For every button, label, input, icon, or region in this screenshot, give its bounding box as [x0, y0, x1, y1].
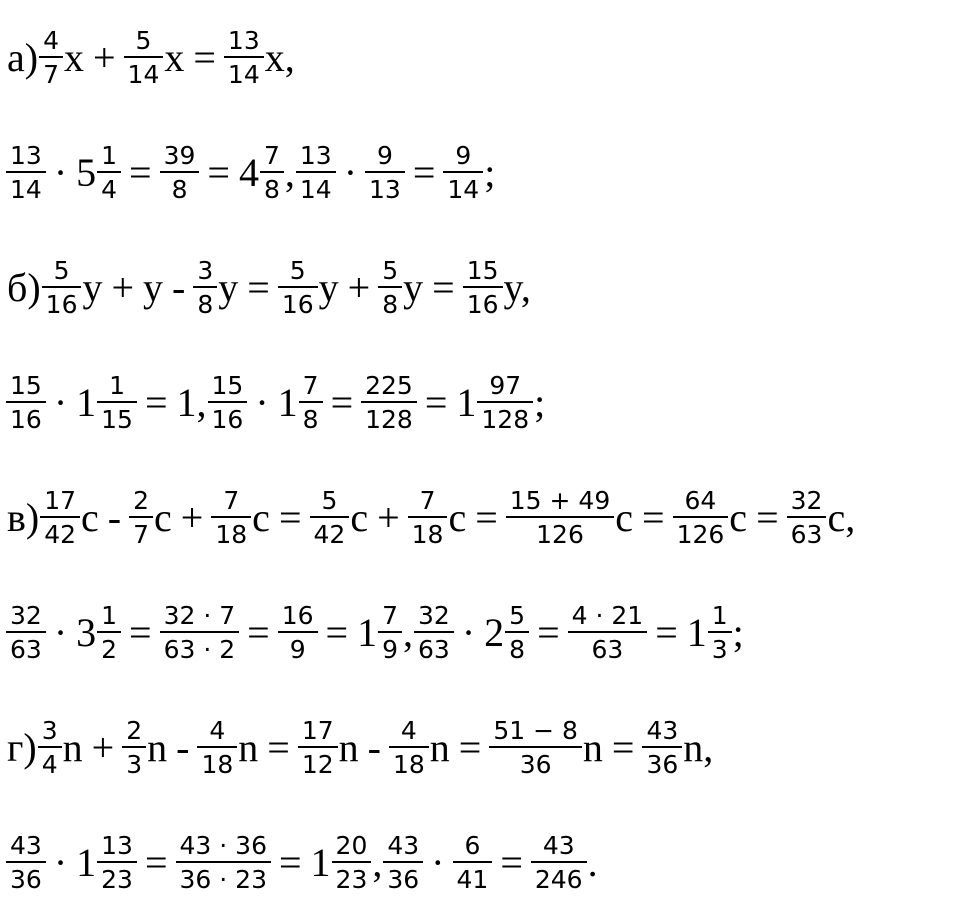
equation-line	[6, 240, 532, 335]
operator: -	[172, 265, 186, 310]
fraction-denominator: 16	[42, 286, 82, 317]
fraction	[385, 833, 421, 892]
fraction	[99, 373, 135, 432]
fraction	[8, 143, 44, 202]
math-text: n	[429, 725, 450, 770]
fraction-numerator: 15	[466, 256, 499, 285]
fraction-denominator: 18	[408, 516, 448, 547]
fraction-denominator: 14	[443, 171, 483, 202]
fraction-numerator: 3	[41, 716, 58, 745]
fraction-denominator: 63	[568, 631, 648, 662]
operator: ·	[53, 610, 68, 655]
fraction-numerator: 16	[281, 601, 314, 630]
fraction	[40, 718, 60, 777]
operator: =	[611, 725, 635, 770]
math-text: n	[147, 725, 168, 770]
fraction-numerator: 43	[387, 831, 420, 860]
fraction-numerator: 5	[135, 26, 152, 55]
fraction-denominator: 16	[6, 401, 46, 432]
fraction	[445, 143, 481, 202]
fraction-numerator: 1	[109, 371, 125, 400]
math-text: 2	[484, 610, 505, 655]
fraction	[455, 833, 491, 892]
equation-line	[6, 10, 296, 105]
fraction-numerator: 7	[419, 486, 436, 515]
fraction-numerator: 17	[301, 716, 334, 745]
math-text: в)	[7, 495, 40, 540]
fraction-numerator: 1	[711, 601, 728, 630]
operator: +	[111, 265, 135, 310]
fraction	[644, 718, 680, 777]
fraction	[675, 488, 727, 547]
fraction	[507, 603, 527, 662]
operator: ·	[53, 840, 68, 885]
fraction-denominator: 128	[477, 401, 533, 432]
fraction-denominator: 63	[6, 631, 46, 662]
math-text: c	[154, 495, 172, 540]
fraction	[298, 143, 334, 202]
fraction	[210, 373, 246, 432]
operator: ·	[343, 150, 358, 195]
equation-line	[6, 585, 745, 680]
math-text: 1	[357, 610, 378, 655]
operator: =	[655, 610, 678, 655]
fraction	[479, 373, 531, 432]
fraction-denominator: 4	[38, 746, 62, 777]
fraction-denominator: 36	[489, 746, 582, 777]
fraction-numerator: 43	[10, 831, 42, 860]
fraction	[416, 603, 452, 662]
fraction-denominator: 23	[332, 861, 372, 892]
operator: =	[247, 610, 270, 655]
fraction-denominator: 36	[383, 861, 423, 892]
fraction-numerator: 13	[101, 831, 133, 860]
operator: =	[475, 495, 498, 540]
operator: =	[537, 610, 560, 655]
fraction-numerator: 13	[10, 141, 42, 170]
fraction	[131, 488, 151, 547]
fraction	[710, 603, 730, 662]
fraction-denominator: 18	[197, 746, 237, 777]
fraction-denominator: 18	[211, 516, 251, 547]
math-text: n	[62, 725, 83, 770]
math-text: n,	[683, 725, 714, 770]
fraction	[213, 488, 249, 547]
math-text: y	[82, 265, 103, 310]
fraction-numerator: 64	[684, 486, 717, 515]
math-text: y	[318, 265, 339, 310]
fraction-numerator: 7	[302, 371, 319, 400]
fraction	[44, 258, 80, 317]
math-text: б)	[7, 265, 41, 310]
fraction-denominator: 4	[97, 171, 121, 202]
fraction-numerator: 32	[10, 601, 42, 630]
fraction	[334, 833, 370, 892]
fraction-numerator: 7	[263, 141, 280, 170]
equation-line	[6, 815, 599, 910]
fraction-denominator: 126	[673, 516, 729, 547]
fraction-denominator: 246	[531, 861, 587, 892]
fraction-denominator: 14	[124, 56, 164, 87]
fraction-numerator: 1	[101, 601, 118, 630]
operator: -	[107, 495, 122, 540]
math-text: ,	[372, 840, 383, 885]
fraction-denominator: 63 · 2	[160, 631, 240, 662]
fraction-denominator: 63	[414, 631, 454, 662]
fraction	[391, 718, 427, 777]
operator: =	[193, 35, 216, 80]
math-text: c	[350, 495, 369, 540]
fraction-denominator: 7	[39, 56, 63, 87]
fraction-numerator: 4	[209, 716, 226, 745]
math-text: 5	[76, 150, 97, 195]
fraction-numerator: 43 · 36	[179, 831, 267, 860]
fraction-denominator: 8	[260, 171, 284, 202]
fraction-denominator: 3	[708, 631, 732, 662]
operator: =	[500, 840, 523, 885]
fraction-numerator: 4 · 21	[571, 601, 644, 630]
fraction	[465, 258, 501, 317]
fraction	[280, 603, 316, 662]
fraction-denominator: 12	[298, 746, 338, 777]
operator: ·	[431, 840, 445, 885]
fraction-denominator: 9	[278, 631, 318, 662]
fraction-denominator: 14	[296, 171, 336, 202]
fraction-numerator: 5	[289, 256, 306, 285]
operator: =	[278, 840, 302, 885]
fraction-numerator: 5	[53, 256, 70, 285]
math-text: c	[81, 495, 99, 540]
fraction	[533, 833, 585, 892]
fraction-denominator: 128	[361, 401, 417, 432]
math-text: ;	[732, 610, 744, 655]
operator: =	[247, 265, 270, 310]
fraction	[8, 373, 44, 432]
operator: =	[458, 725, 482, 770]
fraction-numerator: 32 · 7	[163, 601, 236, 630]
fraction-denominator: 9	[378, 631, 402, 662]
operator: =	[325, 610, 349, 655]
operator: =	[278, 495, 302, 540]
math-text: 1	[76, 380, 97, 425]
fraction	[262, 143, 282, 202]
fraction-denominator: 8	[193, 286, 217, 317]
fraction	[300, 718, 336, 777]
equation-line	[6, 470, 856, 565]
fraction-denominator: 42	[310, 516, 350, 547]
math-text: ,	[403, 610, 414, 655]
fraction	[124, 718, 144, 777]
fraction-denominator: 42	[40, 516, 80, 547]
fraction-denominator: 8	[160, 171, 200, 202]
fraction	[195, 258, 215, 317]
math-text: n	[582, 725, 603, 770]
math-text: c	[729, 495, 748, 540]
fraction-denominator: 14	[6, 171, 46, 202]
fraction-numerator: 43	[646, 716, 679, 745]
math-text: y,	[503, 265, 531, 310]
math-text: n	[238, 725, 259, 770]
math-text: а)	[7, 35, 39, 80]
operator: =	[207, 150, 230, 195]
fraction-denominator: 8	[378, 286, 402, 317]
fraction-denominator: 16	[208, 401, 248, 432]
math-text: 1	[277, 380, 298, 425]
fraction-denominator: 36	[642, 746, 682, 777]
math-text: 3	[76, 610, 97, 655]
fraction-numerator: 17	[44, 486, 77, 515]
operator: ·	[461, 610, 476, 655]
math-text: 1	[310, 840, 331, 885]
math-text: .	[587, 840, 598, 885]
operator: +	[377, 495, 400, 540]
fraction	[199, 718, 235, 777]
operator: +	[92, 35, 116, 80]
fraction	[178, 833, 269, 892]
fraction	[410, 488, 446, 547]
fraction-denominator: 41	[453, 861, 493, 892]
operator: +	[91, 725, 115, 770]
fraction	[508, 488, 612, 547]
fraction	[789, 488, 825, 547]
fraction	[570, 603, 646, 662]
math-text: x,	[264, 35, 295, 80]
operator: =	[144, 840, 168, 885]
operator: =	[330, 380, 354, 425]
math-text: x	[164, 35, 185, 80]
math-text: n	[338, 725, 359, 770]
fraction-numerator: 4	[400, 716, 417, 745]
equation-line	[6, 125, 496, 220]
fraction-denominator: 36	[6, 861, 46, 892]
fraction	[491, 718, 580, 777]
fraction	[380, 603, 400, 662]
fraction-numerator: 43	[542, 831, 575, 860]
operator: ·	[53, 150, 68, 195]
fraction-denominator: 23	[97, 861, 137, 892]
fraction-numerator: 5	[509, 601, 526, 630]
fraction	[99, 603, 119, 662]
fraction-numerator: 225	[365, 371, 413, 400]
fraction-numerator: 39	[163, 141, 196, 170]
equation-line	[6, 700, 714, 795]
fraction	[42, 488, 78, 547]
fraction-denominator: 8	[505, 631, 529, 662]
operator: =	[424, 380, 448, 425]
operator: =	[642, 495, 665, 540]
fraction-numerator: 6	[464, 831, 481, 860]
math-text: c	[615, 495, 634, 540]
fraction-denominator: 63	[787, 516, 827, 547]
operator: -	[176, 725, 190, 770]
fraction	[162, 143, 198, 202]
fraction	[312, 488, 348, 547]
math-text: 1,	[176, 380, 207, 425]
operator: +	[180, 495, 204, 540]
fraction	[367, 143, 403, 202]
fraction-numerator: 20	[335, 831, 368, 860]
fraction-numerator: 9	[376, 141, 393, 170]
fraction-numerator: 32	[790, 486, 823, 515]
fraction-numerator: 13	[299, 141, 332, 170]
operator: =	[129, 610, 152, 655]
math-text: y	[403, 265, 424, 310]
fraction-numerator: 5	[321, 486, 338, 515]
operator: =	[129, 150, 152, 195]
operator: ·	[255, 380, 269, 425]
fraction-numerator: 5	[382, 256, 399, 285]
operator: +	[347, 265, 371, 310]
fraction-numerator: 97	[489, 371, 522, 400]
math-text: y	[143, 265, 164, 310]
fraction-numerator: 32	[418, 601, 450, 630]
fraction	[380, 258, 400, 317]
fraction-numerator: 1	[101, 141, 118, 170]
math-text: c,	[827, 495, 856, 540]
operator: =	[756, 495, 779, 540]
fraction-denominator: 14	[224, 56, 264, 87]
operator: =	[412, 150, 436, 195]
fraction	[226, 28, 262, 87]
fraction-denominator: 3	[122, 746, 146, 777]
fraction	[126, 28, 162, 87]
fraction-denominator: 18	[389, 746, 429, 777]
fraction-numerator: 7	[223, 486, 240, 515]
math-text: c	[448, 495, 467, 540]
math-text: ;	[484, 150, 496, 195]
math-text: 4	[238, 150, 259, 195]
fraction-denominator: 13	[365, 171, 405, 202]
operator: -	[367, 725, 381, 770]
fraction-numerator: 13	[227, 26, 260, 55]
fraction-denominator: 126	[506, 516, 614, 547]
fraction	[162, 603, 238, 662]
fraction-denominator: 16	[278, 286, 318, 317]
math-text: 1	[76, 840, 97, 885]
fraction-numerator: 15	[10, 371, 42, 400]
fraction-numerator: 51 − 8	[493, 716, 578, 745]
math-text: 1	[686, 610, 707, 655]
equation-line	[6, 355, 546, 450]
math-text: c	[252, 495, 270, 540]
fraction-numerator: 7	[382, 601, 399, 630]
operator: =	[144, 380, 168, 425]
fraction-numerator: 15 + 49	[509, 486, 611, 515]
fraction	[99, 143, 119, 202]
operator: ·	[53, 380, 68, 425]
fraction-numerator: 4	[43, 26, 59, 55]
fraction-denominator: 2	[97, 631, 121, 662]
fraction-numerator: 15	[211, 371, 244, 400]
fraction-denominator: 15	[97, 401, 137, 432]
fraction-numerator: 3	[197, 256, 214, 285]
math-text: ;	[534, 380, 546, 425]
fraction	[8, 603, 44, 662]
math-text: ,	[284, 150, 295, 195]
fraction-numerator: 2	[126, 716, 143, 745]
fraction-denominator: 36 · 23	[176, 861, 271, 892]
fraction-numerator: 2	[133, 486, 150, 515]
operator: =	[267, 725, 290, 770]
fraction	[99, 833, 135, 892]
fraction	[8, 833, 44, 892]
fraction	[363, 373, 415, 432]
fraction	[280, 258, 316, 317]
operator: =	[432, 265, 455, 310]
fraction-denominator: 16	[463, 286, 503, 317]
math-text: x	[63, 35, 84, 80]
fraction-numerator: 9	[455, 141, 472, 170]
fraction	[41, 28, 61, 87]
fraction-denominator: 7	[129, 516, 153, 547]
math-text: y	[218, 265, 239, 310]
math-text: 1	[456, 380, 477, 425]
fraction-denominator: 8	[299, 401, 323, 432]
fraction	[301, 373, 321, 432]
math-text: г)	[7, 725, 37, 770]
